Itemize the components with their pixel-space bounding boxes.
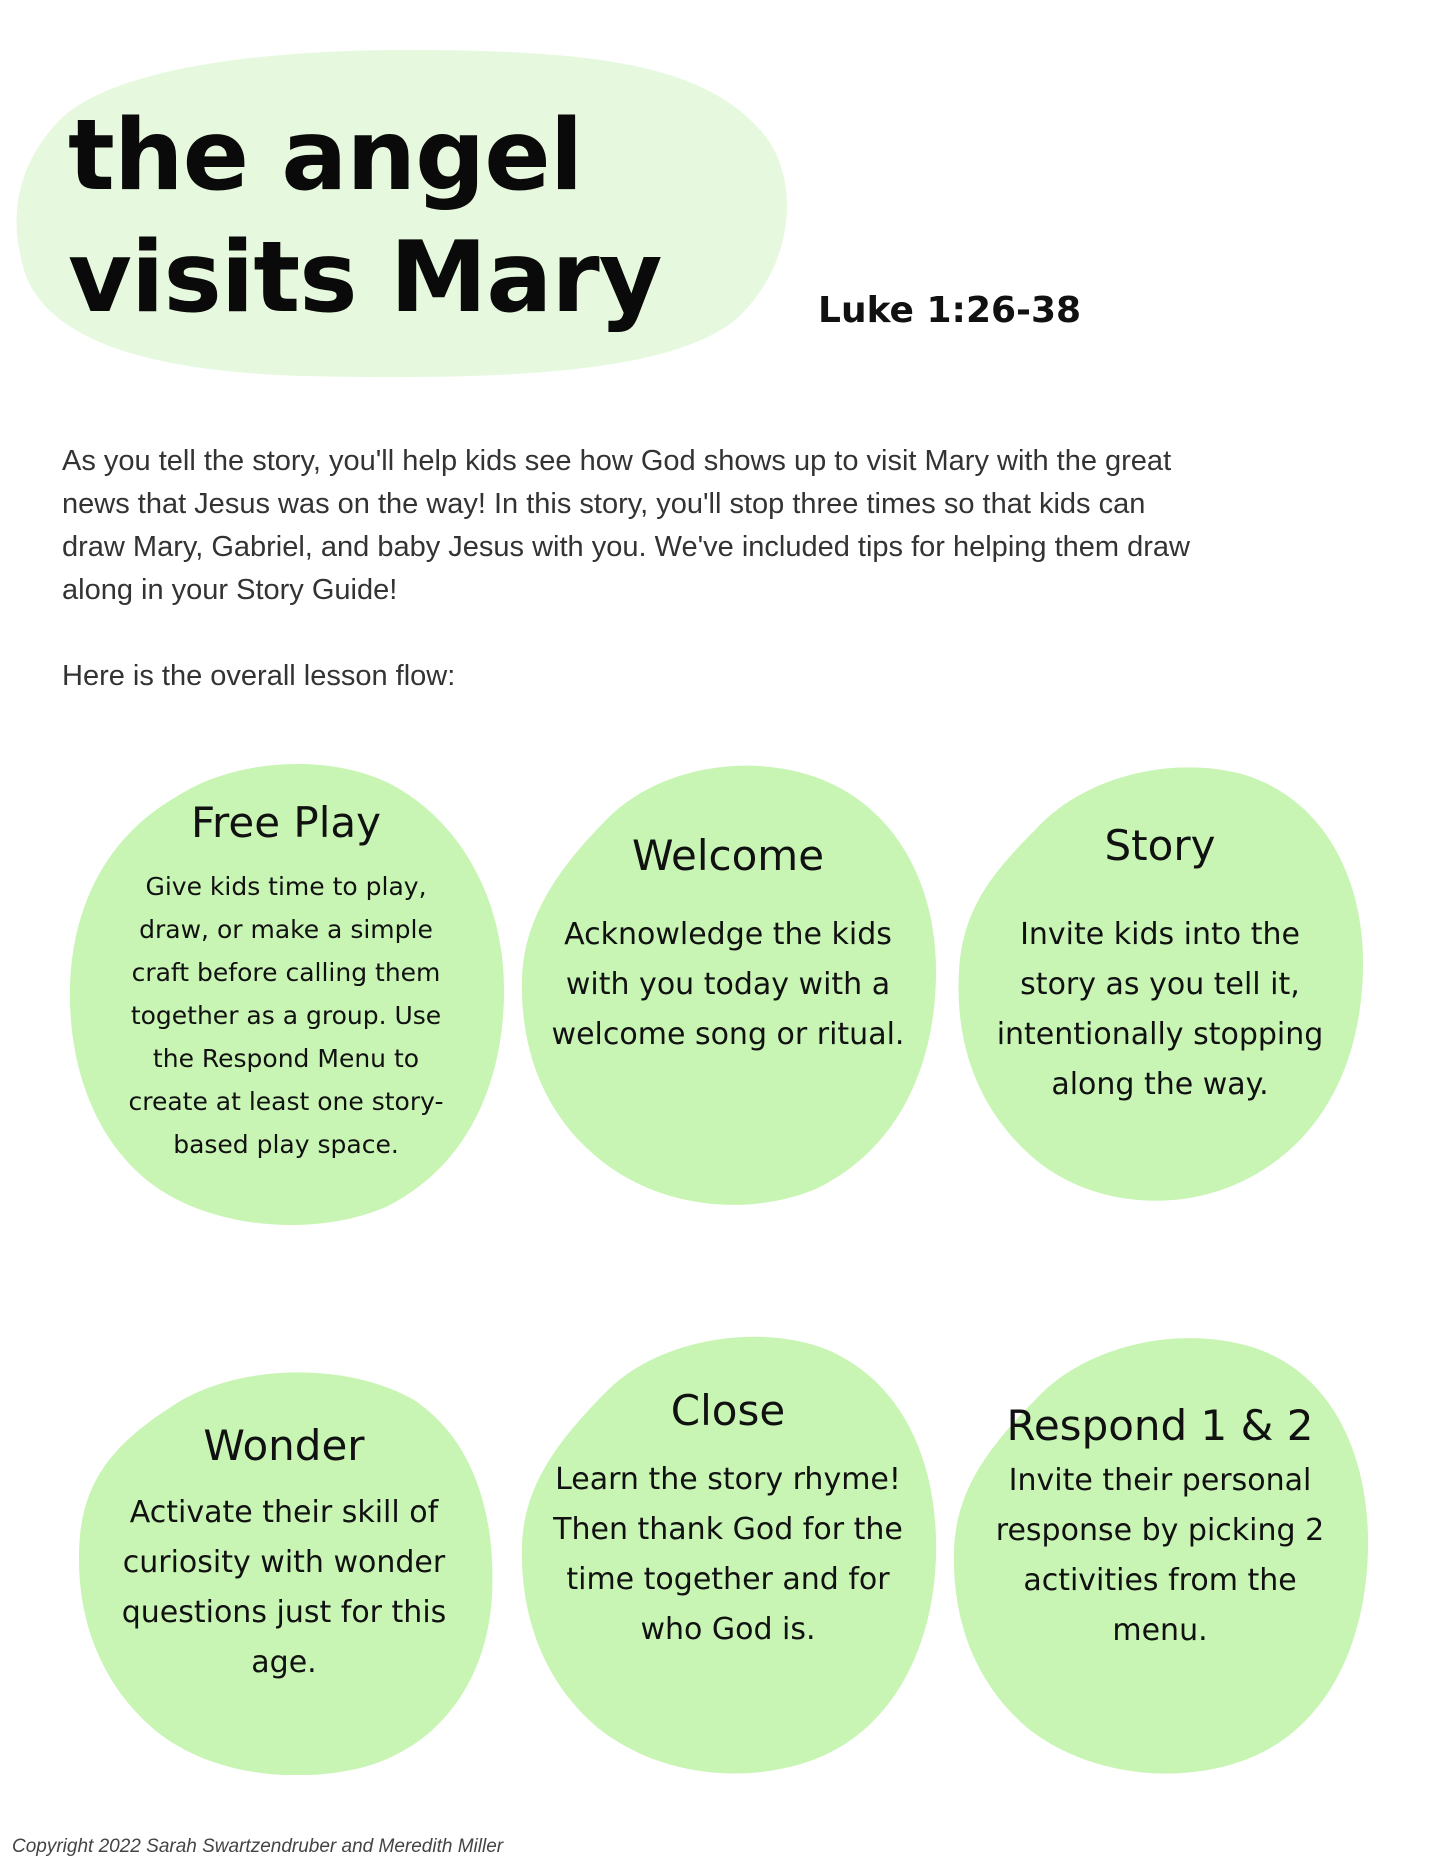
step-respond (950, 1330, 1370, 1775)
step-title: Welcome (631, 831, 825, 880)
step-story (955, 760, 1365, 1205)
page-title (68, 95, 662, 339)
step-wonder (74, 1365, 494, 1775)
step-title: Close (670, 1386, 786, 1435)
step-description: Learn the story rhyme! Then thank God for the time together and for who God is. (553, 1462, 903, 1647)
step-free-play (66, 757, 506, 1225)
step-title: Respond 1 & 2 (1006, 1401, 1314, 1450)
intro-paragraph: As you tell the story, you'll help kids see how God shows up to visit Mary with the great news that Jesus was on the way! In this story, you'll stop three times so that kids can draw Mary, Gabriel, and baby Jesus with you. We've included tips for helping them draw along in your Story Guide! (62, 445, 1190, 606)
step-title: Free Play (190, 798, 382, 847)
step-description: Acknowledge the kids with you today with a welcome song or ritual. (551, 917, 905, 1052)
step-welcome (518, 758, 938, 1205)
title-line-1: the angel (68, 99, 583, 213)
step-close (518, 1330, 938, 1775)
step-description: Give kids time to play, draw, or make a simple craft before calling them together as a group. Use the Respond Menu to create at least one story-based play space. (128, 872, 444, 1159)
step-description: Invite kids into the story as you tell it, intentionally stopping along the way. (996, 917, 1324, 1102)
copyright-notice: Copyright 2022 Sarah Swartzendruber and Meredith Miller (12, 1836, 504, 1857)
step-title: Wonder (203, 1421, 365, 1470)
step-title: Story (1104, 821, 1216, 870)
step-description: Invite their personal response by picking 2 activities from the menu. (995, 1463, 1325, 1648)
scripture-reference: Luke 1:26-38 (818, 290, 1082, 331)
lesson-flow-label: Here is the overall lesson flow: (62, 660, 456, 692)
title-line-2: visits Mary (68, 221, 662, 335)
step-description: Activate their skill of curiosity with wonder questions just for this age. (121, 1495, 447, 1680)
